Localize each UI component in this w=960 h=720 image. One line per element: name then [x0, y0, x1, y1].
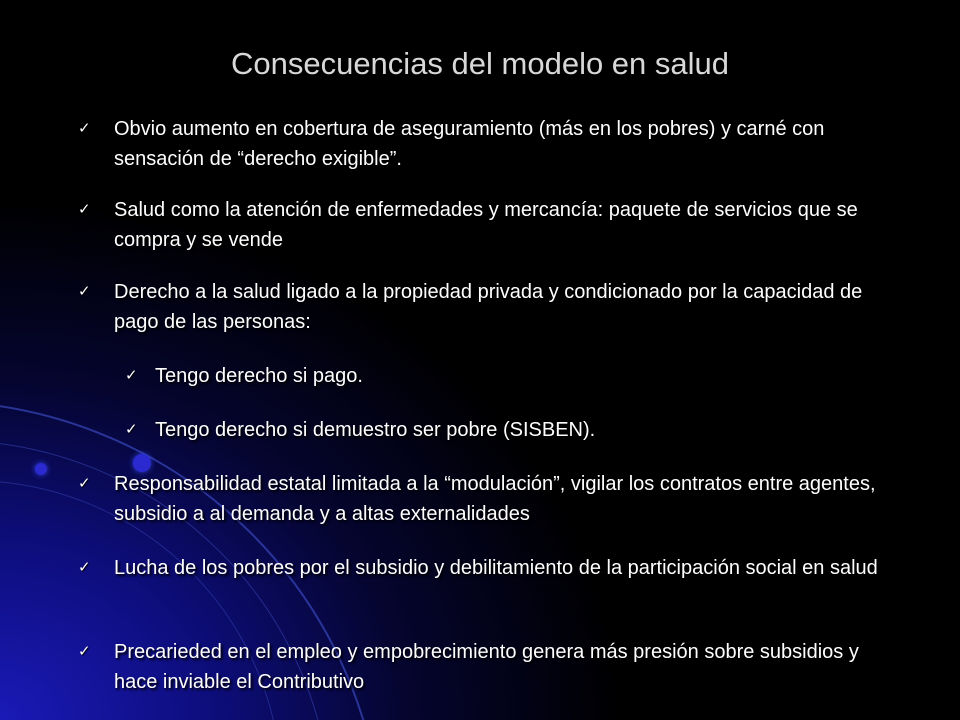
checkmark-icon: ✓	[78, 201, 91, 218]
bullet-item	[78, 469, 878, 529]
bullet-text: Precarieded en el empleo y empobrecimiento genera más presión sobre subsidios y hace inviable el Contributivo	[114, 641, 859, 693]
bullet-text: Responsabilidad estatal limitada a la “modulación”, vigilar los contratos entre agentes, subsidio a al demanda y a altas externalidades	[114, 473, 876, 525]
sub-bullet-item	[125, 361, 865, 391]
bullet-item	[78, 114, 878, 174]
bullet-text: Derecho a la salud ligado a la propiedad privada y condicionado por la capacidad de pago de las personas:	[114, 281, 863, 333]
checkmark-icon: ✓	[78, 643, 91, 660]
checkmark-icon: ✓	[125, 367, 138, 384]
bullet-item	[78, 195, 878, 255]
bullet-text: Salud como la atención de enfermedades y mercancía: paquete de servicios que se compra y se vende	[114, 199, 858, 251]
bullet-text: Tengo derecho si pago.	[155, 365, 363, 387]
bullet-item	[78, 553, 878, 583]
checkmark-icon: ✓	[78, 283, 91, 300]
bullet-text: Obvio aumento en cobertura de aseguramiento (más en los pobres) y carné con sensación de “derecho exigible”.	[114, 118, 825, 170]
sub-bullet-item	[125, 415, 865, 445]
bullet-item	[78, 637, 878, 697]
bullet-text: Lucha de los pobres por el subsidio y debilitamiento de la participación social en salud	[114, 557, 878, 579]
slide-title: Consecuencias del modelo en salud	[230, 46, 730, 81]
checkmark-icon: ✓	[78, 475, 91, 492]
checkmark-icon: ✓	[125, 421, 138, 438]
checkmark-icon: ✓	[78, 559, 91, 576]
bullet-text: Tengo derecho si demuestro ser pobre (SISBEN).	[155, 419, 596, 441]
checkmark-icon: ✓	[78, 120, 91, 137]
bullet-item	[78, 277, 878, 337]
